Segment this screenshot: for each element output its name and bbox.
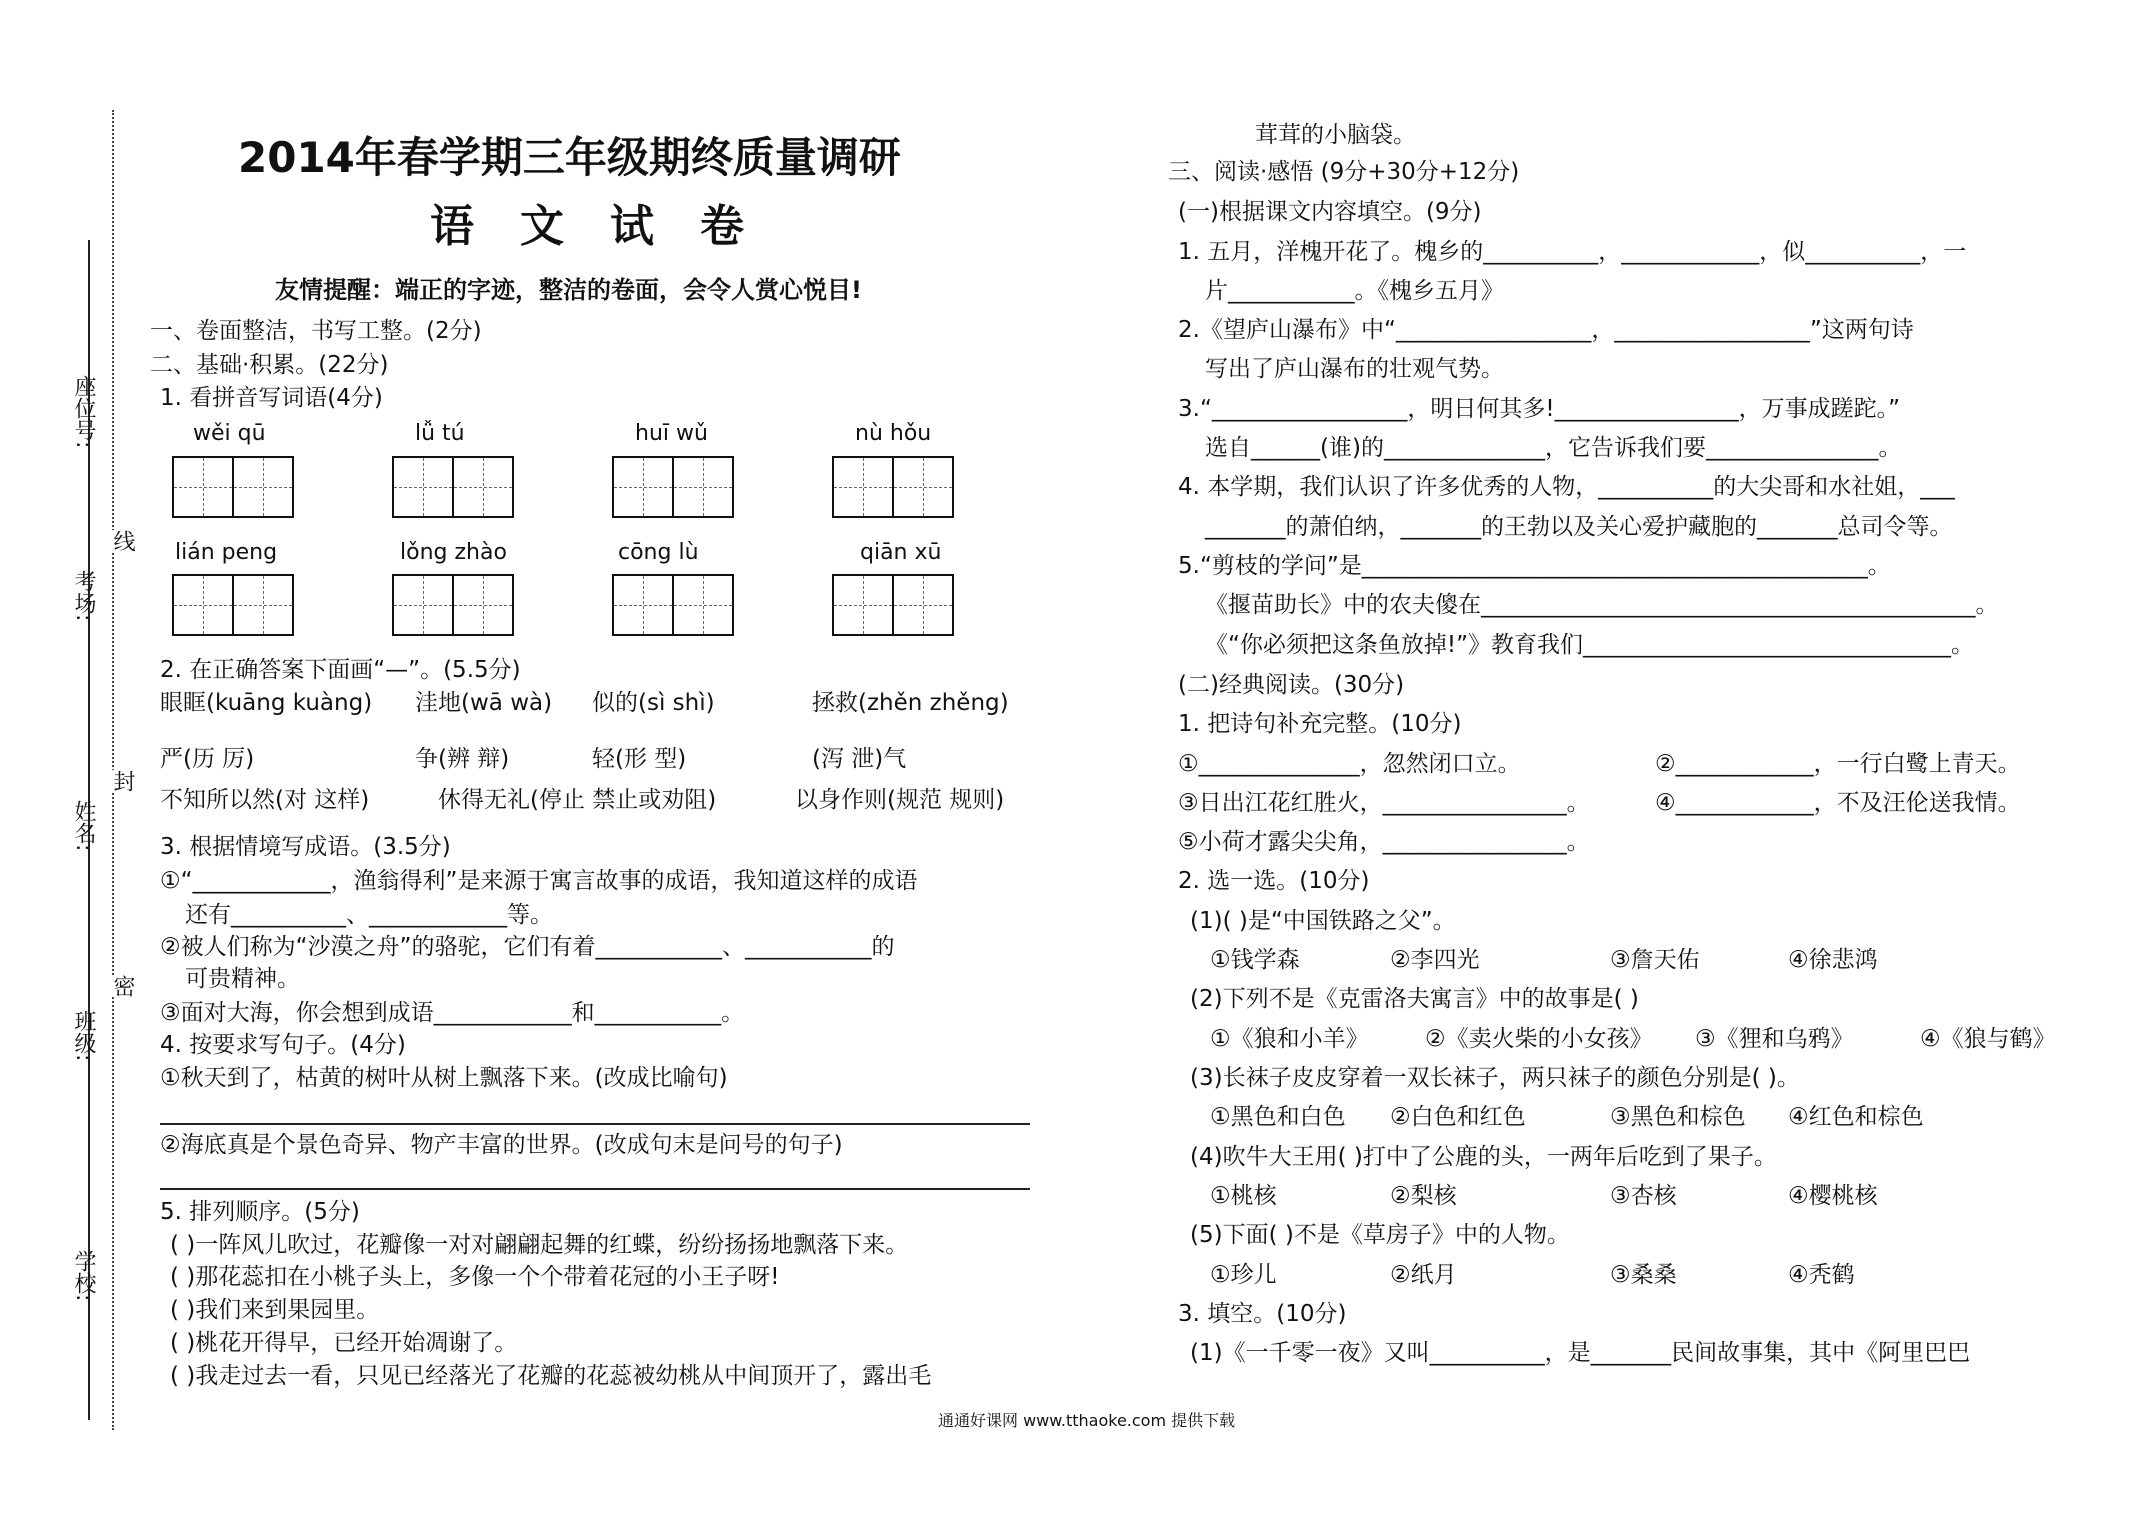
pinyin-label: lǚ tú [415,421,465,446]
choice-option: ①钱学森 [1210,947,1300,973]
q3-item-2: ②被人们称为“沙漠之舟”的骆驼，它们有着___________、___________的 [160,934,895,960]
footer-source: 通通好课网 www.tthaoke.com 提供下载 [938,1411,1236,1430]
choice-option: ①黑色和白色 [1210,1104,1346,1130]
r-item-4: 4. 本学期，我们认识了许多优秀的人物，__________的大尖哥和水社姐，___ [1178,474,1955,500]
margin-line-char: 线 [107,530,138,552]
writing-grid[interactable] [172,456,292,518]
q2-option: 以身作则(规范 规则) [795,787,1005,813]
q4-item-1: ①秋天到了，枯黄的树叶从树上飘落下来。(改成比喻句) [160,1065,728,1091]
question-2: 2. 在正确答案下面画“—”。(5.5分) [160,657,521,683]
r-item-2-cont: 写出了庐山瀑布的壮观气势。 [1205,356,1504,382]
choice-option: ③黑色和棕色 [1610,1104,1746,1130]
writing-grid[interactable] [612,574,732,636]
choice-option: ③桑桑 [1610,1262,1677,1288]
answer-line[interactable] [160,1188,1030,1190]
poem-blank: ④____________，不及汪伦送我情。 [1655,790,2021,816]
margin-school-label: 学校: [71,1250,96,1302]
q2-option: (泻 泄)气 [812,746,907,772]
r-item-5c: 《“你必须把这条鱼放掉!”》教育我们________________________________。 [1205,632,1975,658]
question-3: 3. 根据情境写成语。(3.5分) [160,834,451,860]
writing-grid[interactable] [172,574,292,636]
q2-option: 眼眶(kuāng kuàng) [160,690,373,716]
continued-text: 茸茸的小脑袋。 [1255,122,1416,148]
pinyin-label: lián peng [175,540,278,565]
q3-item-1-cont: 还有__________、____________等。 [185,902,553,928]
choice-option: ②纸月 [1390,1262,1457,1288]
c-question-1: 1. 把诗句补充完整。(10分) [1178,711,1462,737]
poem-blank: ②____________，一行白鹭上青天。 [1655,751,2021,777]
choice-option: ③《狸和乌鸦》 [1695,1026,1854,1052]
writing-grid[interactable] [392,456,512,518]
r-item-5: 5.“剪枝的学问”是____________________________________________。 [1178,553,1891,579]
q2-option: 不知所以然(对 这样) [160,787,370,813]
choice-option: ④樱桃核 [1788,1183,1878,1209]
part-2: (二)经典阅读。(30分) [1178,672,1405,698]
c-question-2: 2. 选一选。(10分) [1178,868,1370,894]
q2-option: 似的(sì shì) [592,690,715,716]
section-2: 二、基础·积累。(22分) [150,352,389,378]
poem-blank: ③日出江花红胜火，________________。 [1178,790,1590,816]
friendly-tip: 友情提醒：端正的字迹，整洁的卷面，会令人赏心悦目! [275,276,862,304]
exam-title: 2014年春学期三年级期终质量调研 [238,133,901,182]
q2-option: 休得无礼(停止 禁止或劝阻) [438,787,717,813]
choice-option: ④《狼与鹤》 [1920,1026,2056,1052]
r-item-2: 2.《望庐山瀑布》中“_________________，_________________”这两句诗 [1178,317,1914,343]
choice-option: ②白色和红色 [1390,1104,1526,1130]
choice-option: ④秃鹤 [1788,1262,1855,1288]
poem-blank: ⑤小荷才露尖尖角，________________。 [1178,829,1590,855]
choice-option: ④红色和棕色 [1788,1104,1924,1130]
pinyin-label: lǒng zhào [400,540,507,565]
q5-item: ( )我走过去一看，只见已经落光了花瓣的花蕊被幼桃从中间顶开了，露出毛 [170,1363,932,1389]
choice-option: ②李四光 [1390,947,1480,973]
writing-grid[interactable] [832,456,952,518]
pinyin-label: qiān xū [860,540,942,565]
q5-item: ( )那花蕊扣在小桃子头上，多像一个个带着花冠的小王子呀! [170,1264,780,1290]
c-question-3: 3. 填空。(10分) [1178,1301,1347,1327]
choice-option: ②《卖火柴的小女孩》 [1425,1026,1653,1052]
choice-option: ①《狼和小羊》 [1210,1026,1369,1052]
choice-option: ①珍儿 [1210,1262,1277,1288]
choice-question: (2)下列不是《克雷洛夫寓言》中的故事是( ) [1190,986,1639,1012]
choice-option: ①桃核 [1210,1183,1277,1209]
fill-item: (1)《一千零一夜》又叫__________，是_______民间故事集，其中《阿里巴巴 [1190,1340,1971,1366]
pinyin-label: cōng lù [618,540,699,565]
r-item-3: 3.“_________________，明日何其多!________________，万事成蹉跎。” [1178,396,1900,422]
writing-grid[interactable] [392,574,512,636]
pinyin-label: wěi qū [193,421,266,446]
q2-option: 洼地(wā wà) [415,690,553,716]
q2-option: 争(辨 辩) [415,746,510,772]
r-item-5b: 《揠苗助长》中的农夫傻在___________________________________________。 [1205,592,1999,618]
q3-item-3: ③面对大海，你会想到成语____________和___________。 [160,1000,745,1026]
poem-blank: ①______________，忽然闭口立。 [1178,751,1521,777]
exam-subtitle: 语文试卷 [430,201,790,252]
choice-option: ②梨核 [1390,1183,1457,1209]
q3-item-2-cont: 可贵精神。 [185,966,300,992]
q2-option: 拯救(zhěn zhěng) [812,690,1009,716]
choice-option: ④徐悲鸿 [1788,947,1878,973]
margin-seat-label: 座位号: [71,375,96,449]
q5-item: ( )一阵风儿吹过，花瓣像一对对翩翩起舞的红蝶，纷纷扬扬地飘落下来。 [170,1232,909,1258]
r-item-1-cont: 片___________。《槐乡五月》 [1205,278,1504,304]
choice-question: (4)吹牛大王用( )打中了公鹿的头，一两年后吃到了果子。 [1190,1144,1777,1170]
pinyin-label: nù hǒu [855,421,932,446]
r-item-1: 1. 五月，洋槐开花了。槐乡的__________，____________，似__________，一 [1178,239,1967,265]
writing-grid[interactable] [832,574,952,636]
answer-line[interactable] [160,1123,1030,1125]
margin-secret-char: 密 [107,975,138,997]
r-item-4-cont: _______的萧伯纳，_______的王勃以及关心爱护藏胞的_______总司令等。 [1205,514,1953,540]
pinyin-label: huī wǔ [635,421,708,446]
q2-option: 严(历 厉) [160,746,255,772]
choice-option: ③杏核 [1610,1183,1677,1209]
q5-item: ( )桃花开得早，已经开始凋谢了。 [170,1330,518,1356]
q5-item: ( )我们来到果园里。 [170,1297,380,1323]
r-item-3-cont: 选自______(谁)的______________，它告诉我们要_______________。 [1205,435,1902,461]
q2-option: 轻(形 型) [592,746,687,772]
q3-item-1: ①“____________，渔翁得利”是来源于寓言故事的成语，我知道这样的成语 [160,868,918,894]
writing-grid[interactable] [612,456,732,518]
question-4: 4. 按要求写句子。(4分) [160,1032,406,1058]
margin-class-label: 班级: [71,1010,96,1062]
choice-option: ③詹天佑 [1610,947,1700,973]
section-1: 一、卷面整洁，书写工整。(2分) [150,318,482,344]
section-3: 三、阅读·感悟 (9分+30分+12分) [1168,159,1520,185]
margin-seal-char: 封 [107,770,138,792]
margin-name-label: 姓名: [71,800,96,852]
question-1: 1. 看拼音写词语(4分) [160,385,383,411]
choice-question: (1)( )是“中国铁路之父”。 [1190,908,1456,934]
part-1: (一)根据课文内容填空。(9分) [1178,199,1482,225]
choice-question: (5)下面( )不是《草房子》中的人物。 [1190,1222,1570,1248]
question-5: 5. 排列顺序。(5分) [160,1199,360,1225]
margin-exam-room-label: 考场: [71,570,96,622]
q4-item-2: ②海底真是个景色奇异、物产丰富的世界。(改成句末是问号的句子) [160,1132,843,1158]
choice-question: (3)长袜子皮皮穿着一双长袜子，两只袜子的颜色分别是( )。 [1190,1065,1800,1091]
